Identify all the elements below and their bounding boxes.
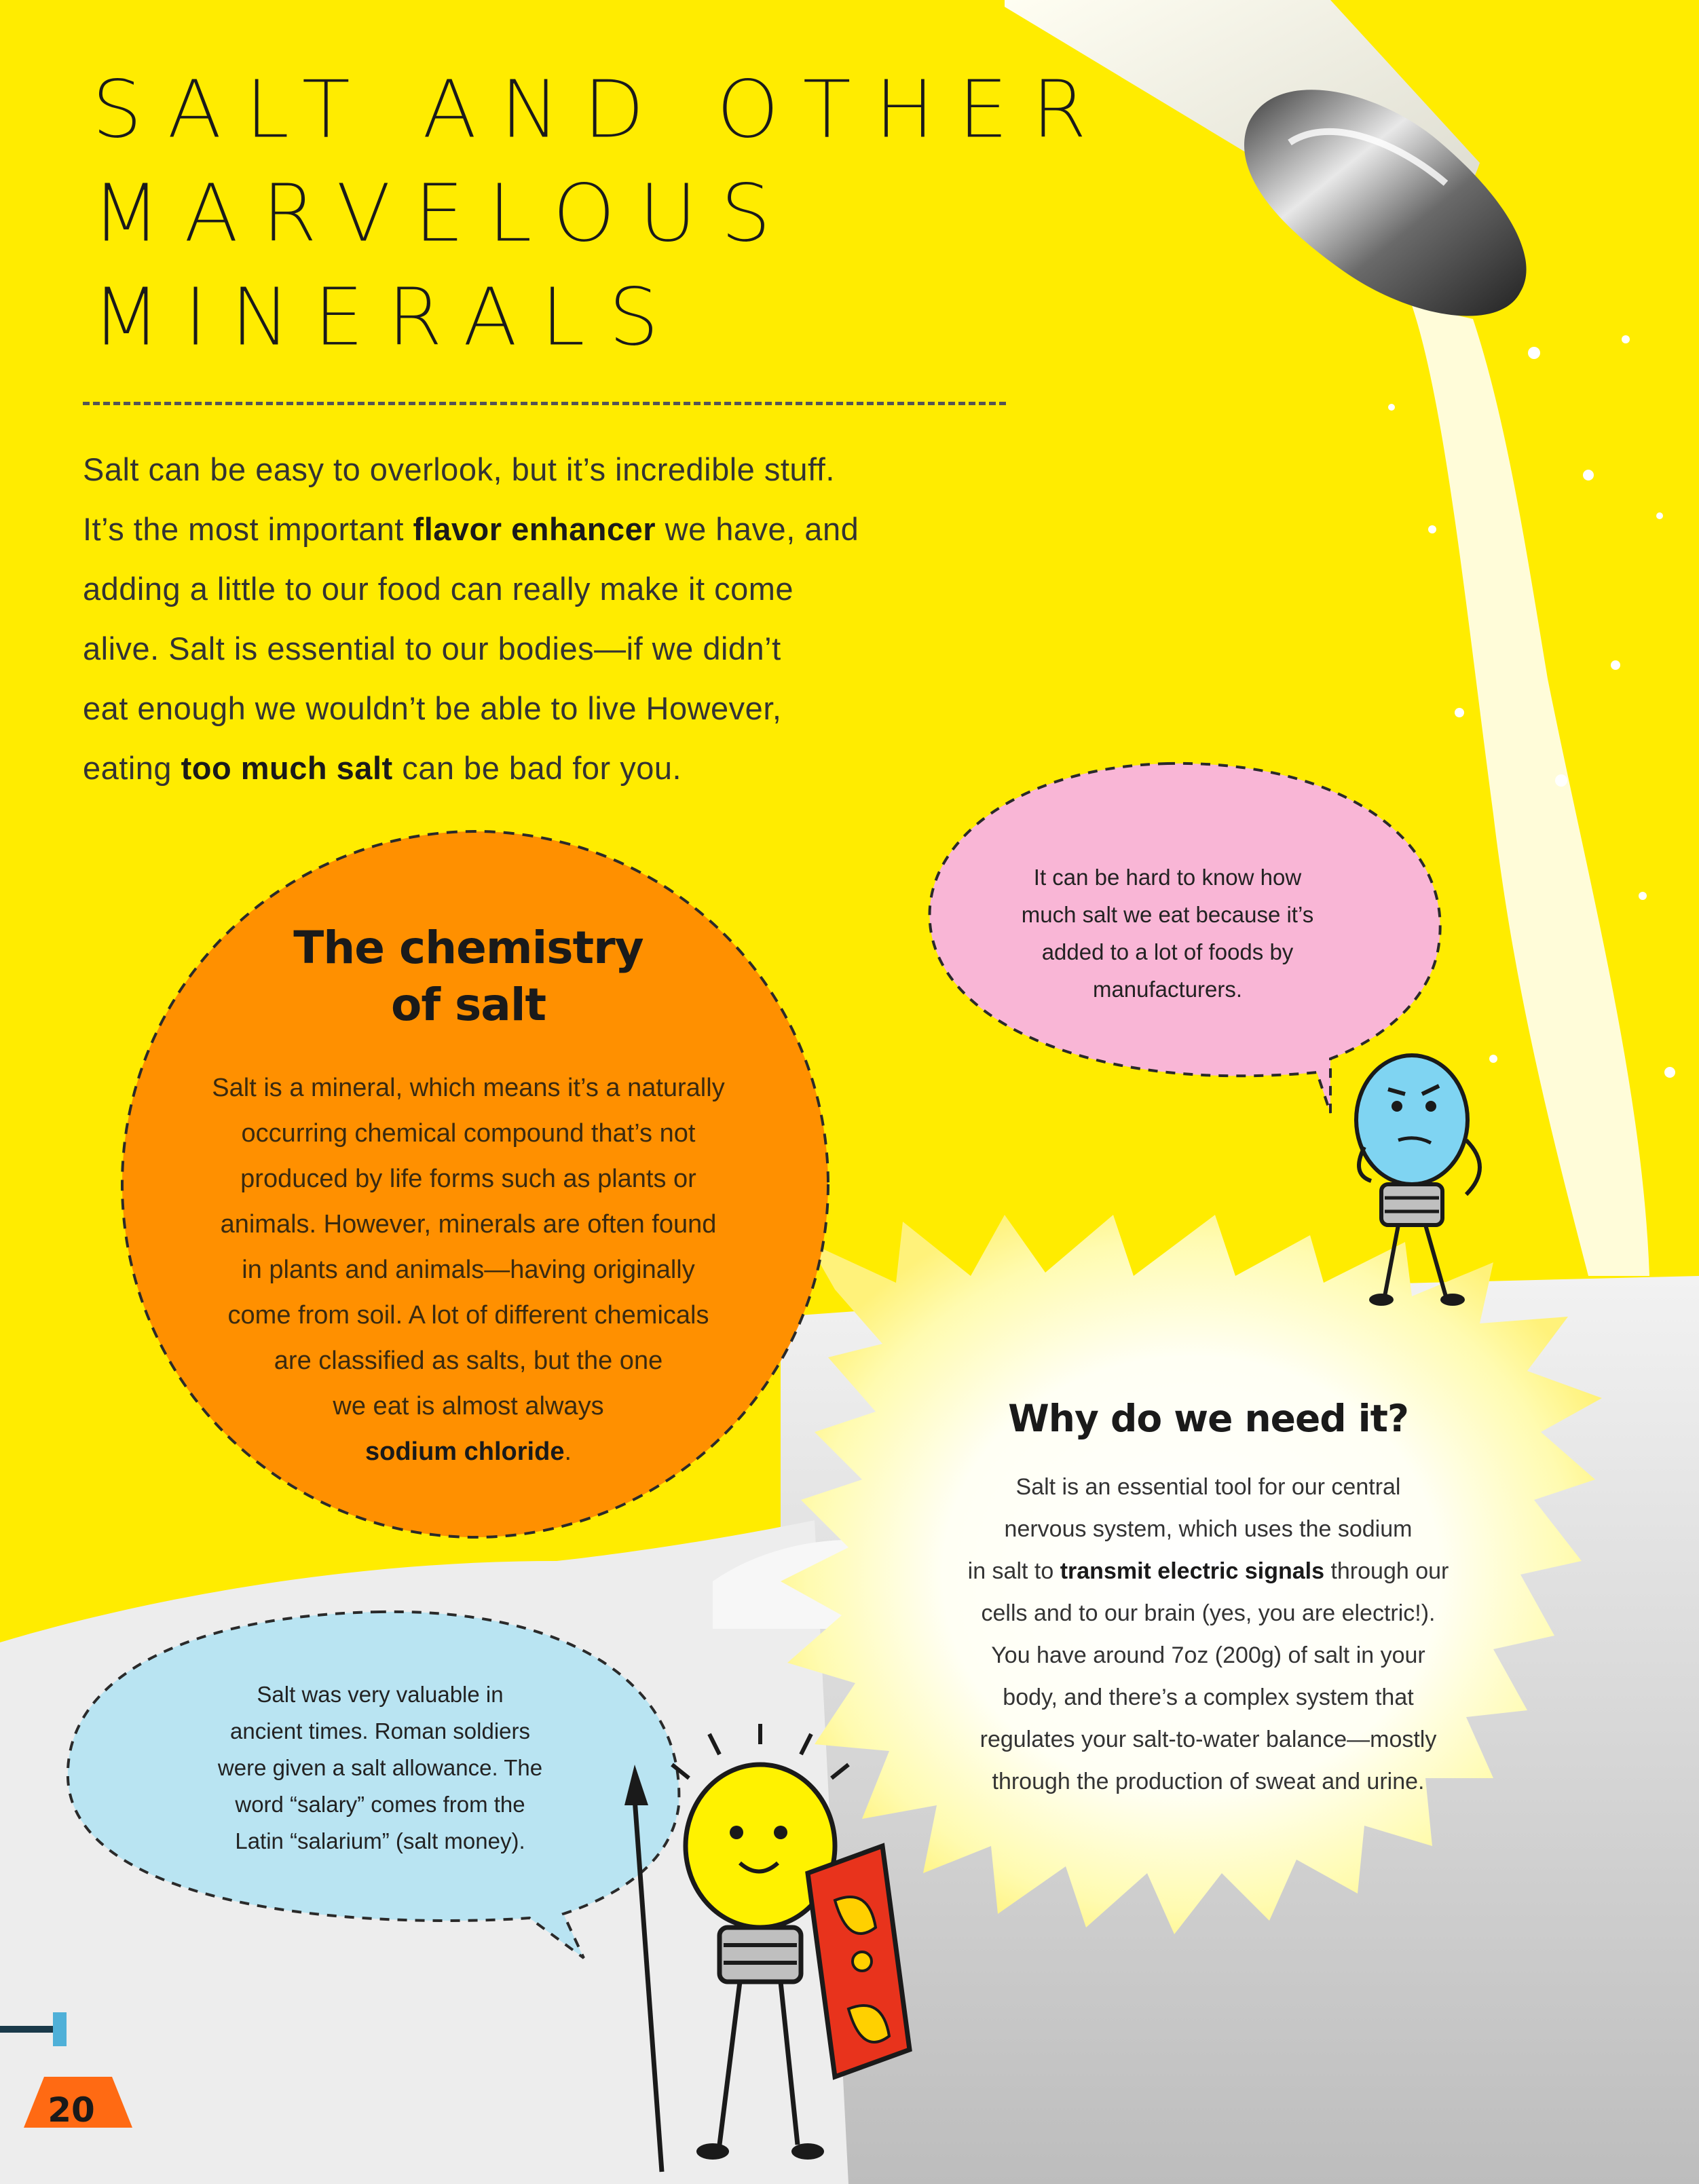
- intro-text: we have, and: [656, 511, 859, 547]
- chemistry-line: in plants and animals—having originally: [242, 1256, 695, 1284]
- intro-text: can be bad for you.: [392, 750, 682, 786]
- why-line: regulates your salt-to-water balance—mostly: [979, 1727, 1437, 1752]
- why-line: [882, 1550, 1534, 1592]
- intro-line: [83, 738, 1087, 798]
- intro-line: adding a little to our food can really make it come: [83, 571, 794, 607]
- why-line: Salt is an essential tool for our central: [1015, 1474, 1401, 1500]
- chemistry-line: we eat is almost always: [333, 1392, 604, 1420]
- blue-bubble-line: word “salary” comes from the: [235, 1792, 525, 1817]
- salt-shaker: [1005, 0, 1527, 316]
- title-line-1: SALT AND OTHER: [92, 62, 1110, 156]
- chemistry-body: [143, 1066, 794, 1475]
- title-line-2: MARVELOUS: [92, 166, 795, 260]
- chemistry-heading-line: The chemistry: [293, 922, 643, 974]
- pink-bubble-line: manufacturers.: [1092, 977, 1243, 1002]
- chemistry-line: are classified as salts, but the one: [274, 1347, 663, 1375]
- chemistry-line: Salt is a mineral, which means it’s a naturally: [212, 1074, 725, 1102]
- why-line: cells and to our brain (yes, you are electric!).: [981, 1600, 1436, 1626]
- intro-text: It’s the most important: [83, 511, 413, 547]
- intro-line: Salt can be easy to overlook, but it’s incredible stuff.: [83, 451, 835, 487]
- intro-paragraph: [83, 440, 1087, 798]
- pink-bubble-line: added to a lot of foods by: [1041, 939, 1294, 964]
- electric-signals-highlight: transmit electric signals: [1060, 1558, 1324, 1584]
- pink-bubble-line: It can be hard to know how: [1033, 865, 1302, 890]
- chemistry-line: [143, 1429, 794, 1475]
- chemistry-heading-line: of salt: [390, 979, 546, 1031]
- title-line-3: MINERALS: [92, 270, 683, 364]
- chemistry-text: .: [564, 1437, 572, 1466]
- pink-bubble-text: [950, 859, 1385, 1008]
- why-line: You have around 7oz (200g) of salt in your: [991, 1642, 1425, 1668]
- why-line: through the production of sweat and urine.: [992, 1769, 1425, 1794]
- flavor-enhancer-highlight: flavor enhancer: [413, 511, 656, 547]
- chemistry-line: come from soil. A lot of different chemicals: [227, 1301, 709, 1330]
- why-line: nervous system, which uses the sodium: [1004, 1516, 1413, 1542]
- chemistry-line: occurring chemical compound that’s not: [241, 1119, 696, 1148]
- intro-line: alive. Salt is essential to our bodies—if we didn’t: [83, 630, 781, 666]
- blue-bubble-line: Latin “salarium” (salt money).: [235, 1828, 525, 1853]
- why-heading: Why do we need it?: [1008, 1397, 1408, 1440]
- pink-bubble-line: much salt we eat because it’s: [1021, 902, 1314, 927]
- why-body: [882, 1466, 1534, 1803]
- page-title: [92, 58, 1110, 369]
- title-divider: [83, 402, 1006, 405]
- intro-text: eating: [83, 750, 181, 786]
- sodium-chloride-highlight: sodium chloride: [365, 1437, 565, 1466]
- why-text: through our: [1324, 1558, 1449, 1584]
- intro-line: [83, 500, 1087, 559]
- too-much-salt-highlight: too much salt: [181, 750, 393, 786]
- why-line: body, and there’s a complex system that: [1003, 1684, 1414, 1710]
- why-text: in salt to: [967, 1558, 1060, 1584]
- blue-bubble-text: [129, 1676, 631, 1860]
- blue-bubble-line: were given a salt allowance. The: [217, 1755, 543, 1780]
- chemistry-line: animals. However, minerals are often found: [220, 1210, 717, 1239]
- page-number: 20: [48, 2090, 95, 2130]
- blue-bubble-line: ancient times. Roman soldiers: [229, 1718, 531, 1744]
- chemistry-heading: [204, 920, 733, 1034]
- intro-line: eat enough we wouldn’t be able to live However,: [83, 690, 782, 726]
- blue-bubble-line: Salt was very valuable in: [257, 1682, 504, 1707]
- chemistry-line: produced by life forms such as plants or: [240, 1165, 696, 1193]
